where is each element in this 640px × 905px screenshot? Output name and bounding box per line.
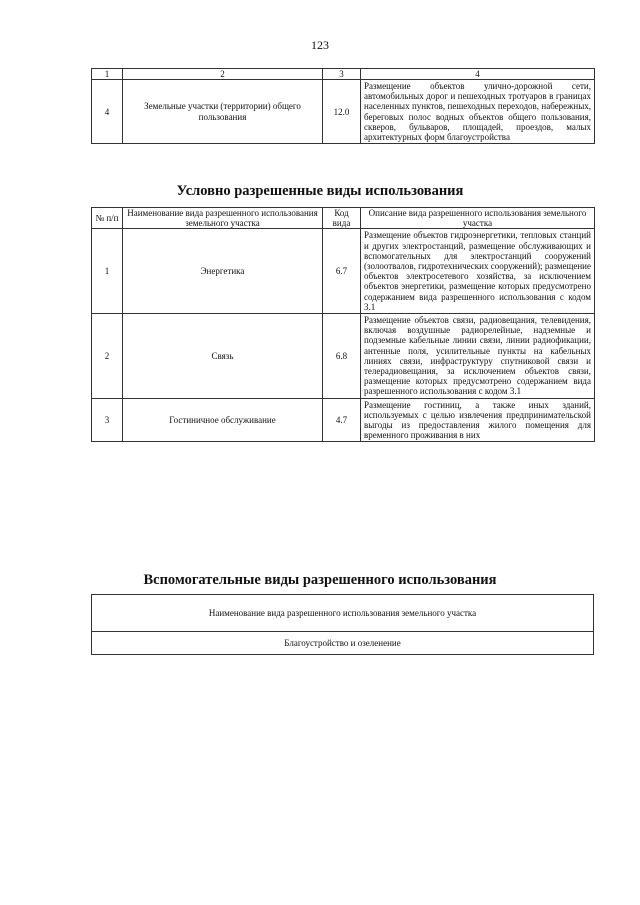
table-row <box>92 229 595 314</box>
use-type-name: Гостиничное обслуживание <box>123 398 323 442</box>
auxiliary-uses-table <box>91 594 594 655</box>
table-header-row <box>92 595 594 632</box>
use-type-description: Размещение объектов связи, радиовещания, телевидения, включая воздушные радиорелейные, надземные и подземные кабельные линии связи, линии радиофикации, антенные поля, усилительные пункты на кабельных линиях связи, инфраструктуру спутниковой связи и телерадиовещания, за исключением объектов связи, размещение которых предусмотрено содержанием вида разрешенного использования с кодом 3.1 <box>361 314 595 399</box>
table-row <box>92 398 595 442</box>
column-number: 4 <box>361 69 595 80</box>
use-type-description: Размещение объектов гидроэнергетики, тепловых станций и других электростанций, размещение обслуживающих и вспомогательных для электростанций сооружений (золоотвалов, гидротехнических сооружений); размещение объектов электросетевого хозяйства, за исключением объектов энергетики, размещение которых предусмотрено содержанием вида разрешенного использования с кодом 3.1 <box>361 229 595 314</box>
use-type-code: 6.8 <box>323 314 361 399</box>
use-type-name: Связь <box>123 314 323 399</box>
header-description: Описание вида разрешенного использования земельного участка <box>361 208 595 229</box>
column-number: 2 <box>123 69 323 80</box>
header-name: Наименование вида разрешенного использования земельного участка <box>123 208 323 229</box>
column-number: 3 <box>323 69 361 80</box>
row-number: 3 <box>92 398 123 442</box>
conditional-uses-table <box>91 207 595 442</box>
column-number: 1 <box>92 69 123 80</box>
header-num: № п/п <box>92 208 123 229</box>
row-number: 4 <box>92 80 123 144</box>
land-use-table-continued <box>91 68 595 144</box>
row-number: 1 <box>92 229 123 314</box>
header-name: Наименование вида разрешенного использования земельного участка <box>92 595 594 632</box>
use-type-name: Благоустройство и озеленение <box>92 632 594 655</box>
table-row <box>92 80 595 144</box>
use-type-code: 4.7 <box>323 398 361 442</box>
use-type-name: Земельные участки (территории) общего пользования <box>123 80 323 144</box>
use-type-description: Размещение гостиниц, а также иных зданий, используемых с целью извлечения предпринимательской выгоды из предоставления жилого помещения для временного проживания в них <box>361 398 595 442</box>
header-code: Код вида <box>323 208 361 229</box>
page-number: 123 <box>311 38 329 52</box>
table-row <box>92 632 594 655</box>
section-title-conditional-uses: Условно разрешенные виды использования <box>176 183 464 199</box>
row-number: 2 <box>92 314 123 399</box>
table-row <box>92 314 595 399</box>
use-type-description: Размещение объектов улично-дорожной сети, автомобильных дорог и пешеходных тротуаров в границах населенных пунктов, пешеходных переходов, набережных, береговых полос водных объектов общего пользования, скверов, бульваров, площадей, проездов, малых архитектурных форм благоустройства <box>361 80 595 144</box>
use-type-name: Энергетика <box>123 229 323 314</box>
use-type-code: 12.0 <box>323 80 361 144</box>
section-title-auxiliary-uses: Вспомогательные виды разрешенного использования <box>143 572 497 588</box>
column-number-row <box>92 69 595 80</box>
use-type-code: 6.7 <box>323 229 361 314</box>
table-header-row <box>92 208 595 229</box>
